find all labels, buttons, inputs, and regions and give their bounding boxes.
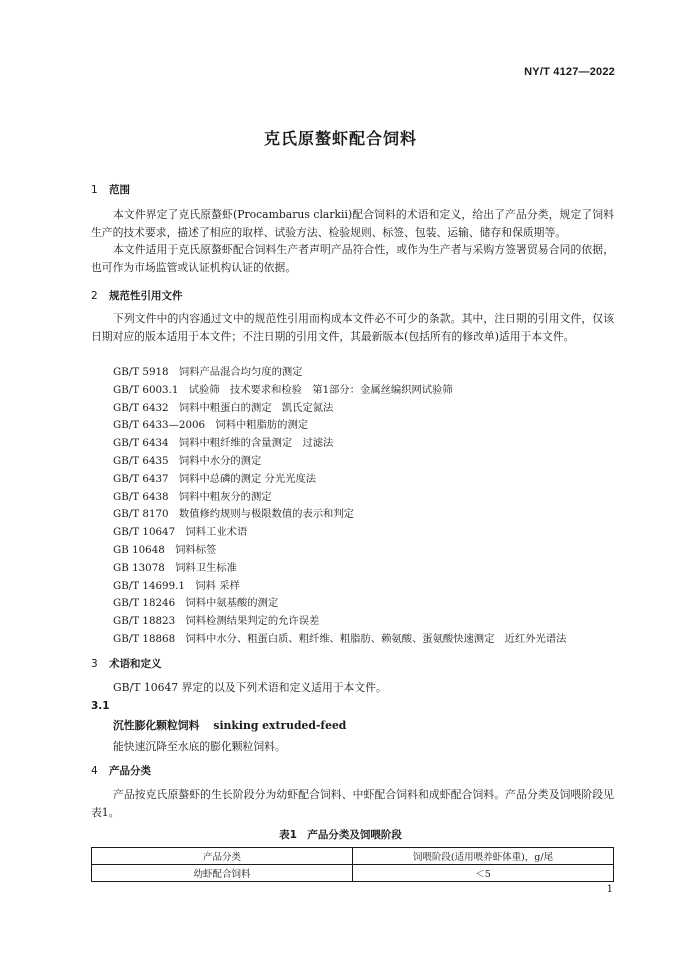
section-1-heading [91,182,130,197]
reference-item: GB/T 6438 饲料中粗灰分的测定 [113,490,272,503]
section-3-heading [91,656,162,671]
table-1-title: 表1 产品分类及饲喂阶段 [279,829,402,841]
reference-item: GB 13078 饲料卫生标准 [113,561,237,574]
section-1-body [91,206,614,276]
term-number [91,700,110,712]
section-2-intro [91,310,614,345]
table-row [92,865,614,882]
paragraph: 产品按克氏原螯虾的生长阶段分为幼虾配合饲料、中虾配合饲料和成虾配合饲料。产品分类及饲喂阶段见表1。 [91,788,614,819]
section-number: 4 [91,765,98,777]
section-4-body [91,786,614,821]
term-heading [113,718,346,733]
reference-item: GB/T 18868 饲料中水分、粗蛋白质、粗纤维、粗脂肪、赖氨酸、蛋氨酸快速测定 近红外光谱法 [113,632,567,645]
table-cell: ＜5 [353,865,614,882]
reference-item: GB/T 18246 饲料中氨基酸的测定 [113,597,279,610]
reference-item: GB/T 8170 数值修约规则与极限数值的表示和判定 [113,508,354,521]
section-title: 规范性引用文件 [109,290,183,302]
reference-item: GB/T 18823 饲料检测结果判定的允许误差 [113,615,320,628]
standard-code: NY/T 4127—2022 [524,66,615,78]
reference-item: GB/T 6437 饲料中总磷的测定 分光光度法 [113,472,317,485]
term-definition: 能快速沉降至水底的膨化颗粒饲料。 [113,740,286,753]
table-header-cell: 饲喂阶段(适用喂养虾体重)，g/尾 [353,848,614,865]
reference-item: GB/T 10647 饲料工业术语 [113,526,248,539]
table-1 [91,847,614,882]
page-number: 1 [606,884,613,895]
section-2-heading [91,288,183,303]
section-title: 术语和定义 [109,658,162,670]
section-number: 3 [91,658,98,670]
document-title: 克氏原螯虾配合饲料 [263,129,417,148]
reference-item: GB/T 14699.1 饲料 采样 [113,579,240,592]
reference-item: GB/T 6435 饲料中水分的测定 [113,454,262,467]
paragraph: 本文件界定了克氏原螯虾(Procambarus clarkii)配合饲料的术语和定义，给出了产品分类，规定了饲料生产的技术要求，描述了相应的取样、试验方法、检验规则、标签、包装、运输、储存和保质期等。 [91,208,614,239]
term-chinese: 沉性膨化颗粒饲料 [113,719,200,732]
section-4-heading [91,763,151,778]
section-3-intro [91,679,614,697]
table-cell: 幼虾配合饲料 [92,865,353,882]
table-header-cell: 产品分类 [92,848,353,865]
reference-item: GB/T 6432 饲料中粗蛋白的测定 凯氏定氮法 [113,401,334,414]
reference-item: GB/T 6434 饲料中粗纤维的含量测定 过滤法 [113,437,334,450]
paragraph: 本文件适用于克氏原螯虾配合饲料生产者声明产品符合性，或作为生产者与采购方签署贸易合同的依据，也可作为市场监管或认证机构认证的依据。 [91,243,614,274]
section-title: 产品分类 [109,765,151,777]
term-number-text: 3.1 [91,700,110,712]
table-header-row [92,848,614,865]
normative-references-list [113,364,566,649]
term-english: sinking extruded-feed [213,719,347,732]
reference-item: GB 10648 饲料标签 [113,543,217,556]
paragraph: GB/T 10647 界定的以及下列术语和定义适用于本文件。 [113,681,387,694]
reference-item: GB/T 6003.1 试验筛 技术要求和检验 第1部分：金属丝编织网试验筛 [113,383,453,396]
paragraph: 下列文件中的内容通过文中的规范性引用而构成本文件必不可少的条款。其中，注日期的引用文件，仅该日期对应的版本适用于本文件；不注日期的引用文件，其最新版本(包括所有的修改单)适用于本文件。 [91,312,614,343]
reference-item: GB/T 6433—2006 饲料中粗脂肪的测定 [113,419,309,432]
reference-item: GB/T 5918 饲料产品混合均匀度的测定 [113,366,303,378]
section-number: 1 [91,184,98,196]
section-number: 2 [91,290,98,302]
section-title: 范围 [109,184,130,196]
